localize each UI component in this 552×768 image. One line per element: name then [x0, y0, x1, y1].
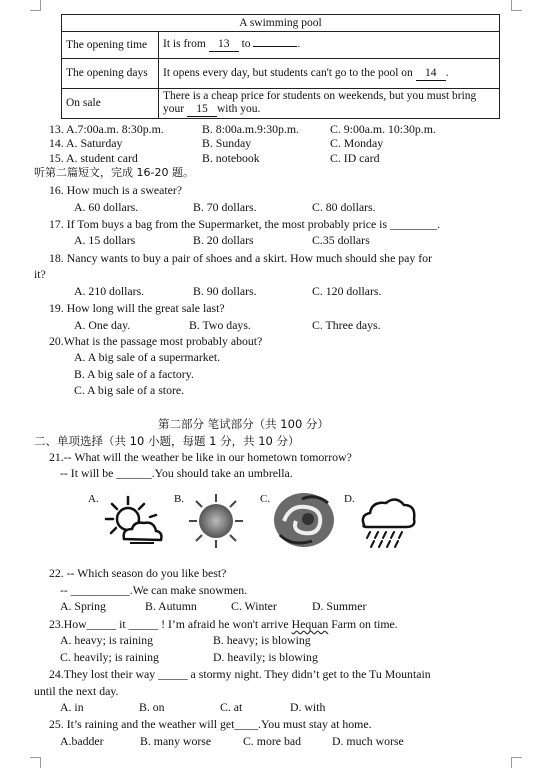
option-label: A. — [88, 493, 99, 505]
q20-option-c: C. A big sale of a store. — [74, 383, 185, 397]
blank-empty — [253, 46, 297, 47]
q22-option-c: C. Winter — [231, 599, 277, 613]
table-title: A swimming pool — [62, 15, 500, 32]
crop-mark — [30, 0, 41, 11]
q24-option-d: D. with — [290, 700, 326, 714]
q20-stem: 20.What is the passage most probably about? — [49, 334, 263, 348]
q14-option-c: C. Monday — [330, 136, 384, 150]
sun-cloud-icon — [104, 495, 164, 547]
q20-option-a: A. A big sale of a supermarket. — [74, 350, 221, 364]
option-label: D. — [344, 493, 355, 505]
q19-stem: 19. How long will the great sale last? — [49, 301, 225, 315]
q17-stem: 17. If Tom buys a bag from the Supermarket, the most probably price is ________. — [49, 217, 441, 231]
q24-stem: 24.They lost their way _____ a stormy night. They didn’t get to the Tu Mountain — [49, 667, 431, 681]
option-label: B. — [174, 493, 185, 505]
rain-cloud-icon — [356, 495, 418, 549]
q16-option-b: B. 70 dollars. — [193, 200, 257, 214]
q15-option-a: 15. A. student card — [49, 151, 138, 165]
q19-option-c: C. Three days. — [312, 318, 381, 332]
q24-option-a: A. in — [60, 700, 84, 714]
q21-stem-cont: -- It will be ______.You should take an umbrella. — [60, 466, 293, 480]
q16-stem: 16. How much is a sweater? — [49, 183, 183, 197]
q22-option-d: D. Summer — [312, 599, 367, 613]
q19-option-b: B. Two days. — [189, 318, 251, 332]
q24-stem-cont: until the next day. — [34, 684, 119, 698]
crop-mark — [30, 757, 41, 768]
swimming-pool-table — [61, 14, 500, 119]
q16-option-a: A. 60 dollars. — [74, 200, 139, 214]
part-title: 第二部分 笔试部分（共 100 分） — [158, 417, 329, 431]
weather-pictures — [86, 487, 416, 550]
q19-option-a: A. One day. — [74, 318, 131, 332]
q25-stem: 25. It’s raining and the weather will get____.You must stay at home. — [49, 717, 372, 731]
section-heading: 二、单项选择（共 10 小题，每题 1 分，共 10 分） — [34, 434, 300, 448]
q17-option-a: A. 15 dollars — [74, 233, 136, 247]
q23-stem: 23.How_____ it _____ ! I’m afraid he won't arrive Hequan Farm on time. — [49, 617, 398, 631]
q22-stem-cont: -- __________.We can make snowmen. — [60, 583, 248, 597]
q18-option-b: B. 90 dollars. — [193, 284, 257, 298]
table-row-content: It opens every day, but students can't go to the pool on 14 . — [159, 59, 500, 89]
q14-option-b: B. Sunday — [202, 136, 252, 150]
storm-wind-icon — [272, 491, 336, 549]
q25-option-c: C. more bad — [243, 734, 301, 748]
q22-stem: 22. -- Which season do you like best? — [49, 566, 227, 580]
blank-15: 15 — [187, 103, 217, 117]
q25-option-a: A.badder — [60, 734, 104, 748]
blank-13: 13 — [209, 38, 239, 52]
q22-option-b: B. Autumn — [145, 599, 197, 613]
table-row-label: The opening days — [62, 59, 159, 89]
q21-stem: 21.-- What will the weather be like in our hometown tomorrow? — [49, 450, 352, 464]
place-name: Hequan — [291, 617, 329, 631]
q13-option-b: B. 8:00a.m.9:30p.m. — [202, 122, 299, 136]
section-heading: 听第二篇短文，完成 16-20 题。 — [34, 166, 194, 179]
q18-option-a: A. 210 dollars. — [74, 284, 145, 298]
table-row-content: It is from 13 to . — [159, 32, 500, 59]
q24-option-c: C. at — [220, 700, 243, 714]
q13-option-c: C. 9:00a.m. 10:30p.m. — [330, 122, 436, 136]
option-label: C. — [260, 493, 271, 505]
blank-14: 14 — [416, 67, 446, 81]
table-row-content: There is a cheap price for students on weekends, but you must bring your 15 with you. — [159, 89, 500, 119]
q18-stem: 18. Nancy wants to buy a pair of shoes and a skirt. How much should she pay for — [49, 251, 432, 265]
q15-option-b: B. notebook — [202, 151, 260, 165]
q25-option-d: D. much worse — [332, 734, 404, 748]
q16-option-c: C. 80 dollars. — [312, 200, 376, 214]
q15-option-c: C. ID card — [330, 151, 380, 165]
q18-stem-cont: it? — [34, 267, 46, 281]
sun-icon — [186, 493, 246, 549]
q23-option-d: D. heavily; is blowing — [213, 650, 318, 664]
q17-option-b: B. 20 dollars — [193, 233, 254, 247]
q23-option-c: C. heavily; is raining — [60, 650, 159, 664]
q17-option-c: C.35 dollars — [312, 233, 370, 247]
q18-option-c: C. 120 dollars. — [312, 284, 382, 298]
q25-option-b: B. many worse — [140, 734, 212, 748]
table-row-label: The opening time — [62, 32, 159, 59]
q24-option-b: B. on — [139, 700, 165, 714]
crop-mark — [511, 0, 522, 11]
q20-option-b: B. A big sale of a factory. — [74, 367, 194, 381]
crop-mark — [511, 757, 522, 768]
table-row-label: On sale — [62, 89, 159, 119]
q23-option-b: B. heavy; is blowing — [213, 633, 311, 647]
q23-option-a: A. heavy; is raining — [60, 633, 154, 647]
q22-option-a: A. Spring — [60, 599, 106, 613]
q13-option-a: 13. A.7:00a.m. 8:30p.m. — [49, 122, 164, 136]
q14-option-a: 14. A. Saturday — [49, 136, 123, 150]
